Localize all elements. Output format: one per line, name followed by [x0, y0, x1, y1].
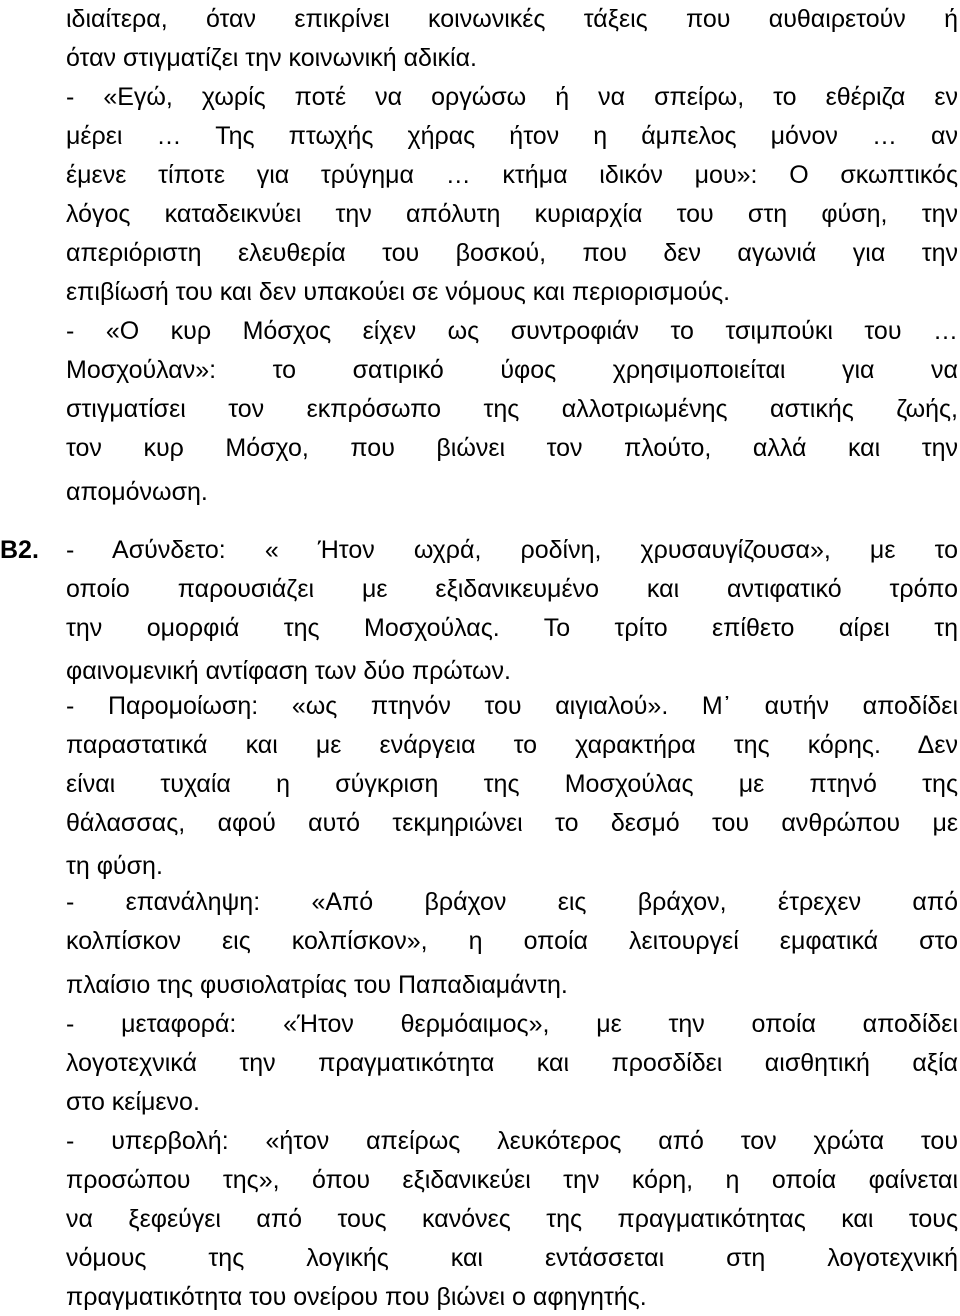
- text-line: ιδιαίτερα, όταν επικρίνει κοινωνικές τάξεις που αυθαιρετούν ή: [66, 5, 958, 33]
- text-line: έμενε τίποτε για τρύγημα … κτήμα ιδικόν μου»: Ο σκωπτικός: [66, 161, 958, 189]
- text-line: είναι τυχαία η σύγκριση της Μοσχούλας με πτηνό της: [66, 770, 958, 798]
- text-line: προσώπου της», όπου εξιδανικεύει την κόρη, η οποία φαίνεται: [66, 1166, 958, 1194]
- text-line: τον κυρ Μόσχο, που βιώνει τον πλούτο, αλλά και την: [66, 434, 958, 462]
- text-line: όταν στιγματίζει την κοινωνική αδικία.: [66, 44, 477, 72]
- text-line: λογοτεχνικά την πραγματικότητα και προσδίδει αισθητική αξία: [66, 1049, 958, 1077]
- text-line: επιβίωσή του και δεν υπακούει σε νόμους και περιορισμούς.: [66, 278, 731, 306]
- text-line: - υπερβολή: «ήτον απείρως λευκότερος από τον χρώτα του: [66, 1127, 958, 1155]
- text-line: - Παρομοίωση: «ως πτηνόν του αιγιαλού». Μ᾽ αυτήν αποδίδει: [66, 692, 958, 720]
- text-line: μέρει … Της πτωχής χήρας ήτον η άμπελος μόνον … αν: [66, 122, 958, 150]
- text-line: πλαίσιο της φυσιολατρίας του Παπαδιαμάντη.: [66, 971, 568, 999]
- text-line: στιγματίσει τον εκπρόσωπο της αλλοτριωμένης αστικής ζωής,: [66, 395, 958, 423]
- text-line: - Ασύνδετο: « Ήτον ωχρά, ροδίνη, χρυσαυγίζουσα», με το: [66, 536, 958, 564]
- text-line: νόμους της λογικής και εντάσσεται στη λογοτεχνική: [66, 1244, 958, 1272]
- text-line: απεριόριστη ελευθερία του βοσκού, που δεν αγωνιά για την: [66, 239, 958, 267]
- text-line: - «Εγώ, χωρίς ποτέ να οργώσω ή να σπείρω, το εθέριζα εν: [66, 83, 958, 111]
- text-line: στο κείμενο.: [66, 1088, 200, 1116]
- text-line: Μοσχούλαν»: το σατιρικό ύφος χρησιμοποιείται για να: [66, 356, 958, 384]
- text-line: τη φύση.: [66, 852, 163, 880]
- text-line: οποίο παρουσιάζει με εξιδανικευμένο και αντιφατικό τρόπο: [66, 575, 958, 603]
- text-line: - μεταφορά: «Ήτον θερμόαιμος», με την οποία αποδίδει: [66, 1010, 958, 1038]
- text-line: λόγος καταδεικνύει την απόλυτη κυριαρχία του στη φύση, την: [66, 200, 958, 228]
- text-line: θάλασσας, αφού αυτό τεκμηριώνει το δεσμό του ανθρώπου με: [66, 809, 958, 837]
- section-marker-b2: Β2.: [0, 536, 39, 564]
- text-line: απομόνωση.: [66, 478, 208, 506]
- text-line: - επανάληψη: «Από βράχον εις βράχον, έτρεχεν από: [66, 888, 958, 916]
- text-line: κολπίσκον εις κολπίσκον», η οποία λειτουργεί εμφατικά στο: [66, 927, 958, 955]
- text-line: - «Ο κυρ Μόσχος είχεν ως συντροφιάν το τσιμπούκι του …: [66, 317, 958, 345]
- text-line: φαινομενική αντίφαση των δύο πρώτων.: [66, 657, 511, 685]
- text-line: παραστατικά και με ενάργεια το χαρακτήρα της κόρης. Δεν: [66, 731, 958, 759]
- text-line: πραγματικότητα του ονείρου που βιώνει ο αφηγητής.: [66, 1283, 647, 1311]
- text-line: να ξεφεύγει από τους κανόνες της πραγματικότητας και τους: [66, 1205, 958, 1233]
- text-line: την ομορφιά της Μοσχούλας. Το τρίτο επίθετο αίρει τη: [66, 614, 958, 642]
